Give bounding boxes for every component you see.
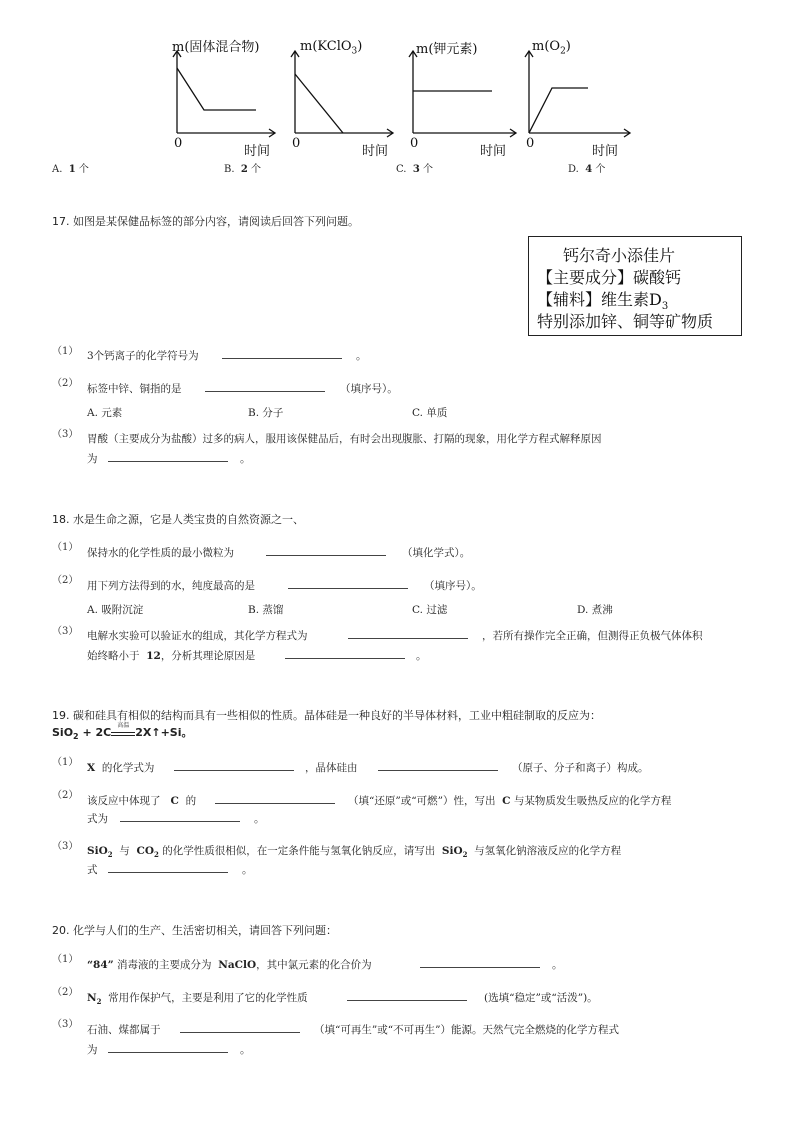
q17-p1-text: 3个钙离子的化学符号为 bbox=[87, 350, 199, 362]
q18-p3-text2: 始终略小于 12，分析其理论原因是 bbox=[87, 650, 256, 662]
q20-p3-end: 。 bbox=[240, 1044, 251, 1056]
q19-p2-text2: 式为 bbox=[87, 813, 108, 825]
q19-p2-mid: （填“还原”或“可燃”）性，写出 C 与某物质发生吸热反应的化学方程 bbox=[348, 795, 672, 807]
q20-p2-text: $N_2$ 常用作保护气，主要是利用了它的化学性质 bbox=[87, 992, 308, 1007]
q18-p1-end: （填化学式）。 bbox=[402, 547, 471, 559]
q18-p1-number: （1） bbox=[52, 542, 79, 553]
q17-p1-end: 。 bbox=[356, 350, 367, 362]
graph-d-ylabel: $m(O_2)$ bbox=[532, 39, 571, 57]
q18-p3-mid: ，若所有操作完全正确，但测得正负极气体体积 bbox=[482, 630, 703, 642]
q19-p2-blank-a[interactable] bbox=[215, 791, 335, 804]
graph-a-origin: 0 bbox=[174, 136, 183, 151]
q19-p2-number: （2） bbox=[52, 790, 79, 801]
q17-p3-number: （3） bbox=[52, 429, 79, 440]
label-line-2: 【主要成分】碳酸钙 bbox=[537, 268, 682, 287]
graph-b-origin: 0 bbox=[292, 136, 301, 151]
q18-p2-option-b: B. 蒸馏 bbox=[248, 604, 284, 616]
q18-p1-text: 保持水的化学性质的最小微粒为 bbox=[87, 547, 234, 559]
q16-option-c: C. 3 个 bbox=[396, 164, 433, 175]
q16-option-a: A. 1 个 bbox=[52, 164, 89, 175]
q18-p2-text: 用下列方法得到的水，纯度最高的是 bbox=[87, 580, 255, 592]
q18-p2-option-c: C. 过滤 bbox=[412, 604, 448, 616]
graph-d-xlabel: 时间 bbox=[592, 144, 619, 159]
q19-p2-end: 。 bbox=[254, 813, 265, 825]
q17-p2-option-a: A. 元素 bbox=[87, 407, 123, 419]
q17-p3-blank[interactable] bbox=[108, 449, 228, 462]
q20-p2-blank[interactable] bbox=[347, 988, 467, 1001]
q16-option-d: D. 4 个 bbox=[568, 164, 606, 175]
q19-p1-blank-a[interactable] bbox=[174, 758, 294, 771]
graph-c-ylabel: m(钾元素) bbox=[416, 42, 478, 57]
q19-p2-blank-b[interactable] bbox=[120, 809, 240, 822]
q20-p1-blank[interactable] bbox=[420, 955, 540, 968]
q20-p2-end: (选填“稳定”或“活泼”)。 bbox=[484, 992, 598, 1004]
q18-stem: 18. 水是生命之源，它是人类宝贵的自然资源之一、 bbox=[52, 513, 304, 526]
q20-p3-blank-a[interactable] bbox=[180, 1020, 300, 1033]
graph-c bbox=[396, 36, 526, 159]
q18-p3-text: 电解水实验可以验证水的组成，其化学方程式为 bbox=[87, 630, 308, 642]
q19-p3-text: SiO$_2$ 与 $CO_2$ 的化学性质很相似，在一定条件能与氢氧化钠反应，请写出 SiO$_2$ 与氢氧化钠溶液反应的化学方程 bbox=[87, 845, 622, 860]
q17-stem: 17. 如图是某保健品标签的部分内容，请阅读后回答下列问题。 bbox=[52, 215, 359, 228]
q20-p3-text: 石油、煤都属于 bbox=[87, 1024, 161, 1036]
graph-b-ylabel: m(KClO$_3$) bbox=[300, 39, 363, 57]
label-line-1: 钙尔奇小添佳片 bbox=[563, 246, 676, 265]
q20-p3-blank-b[interactable] bbox=[108, 1040, 228, 1053]
graph-b-xlabel: 时间 bbox=[362, 144, 389, 159]
q20-p1-number: （1） bbox=[52, 954, 79, 965]
graph-a-xlabel: 时间 bbox=[244, 144, 271, 159]
q19-p1-mid: ，晶体硅由 bbox=[305, 762, 358, 774]
q19-equation: SiO$_2$ + 2C 高温 2X↑+Si。 bbox=[52, 722, 193, 742]
q19-p3-number: （3） bbox=[52, 841, 79, 852]
graph-d-origin: 0 bbox=[526, 136, 535, 151]
q17-p1-number: （1） bbox=[52, 346, 79, 357]
q17-p3-text: 胃酸（主要成分为盐酸）过多的病人，服用该保健品后，有时会出现腹胀、打隔的现象，用化学方程式解释原因 bbox=[87, 433, 602, 445]
q18-p3-blank-a[interactable] bbox=[348, 626, 468, 639]
q17-p3-text2: 为 bbox=[87, 453, 98, 465]
q19-p2-text: 该反应中体现了 C 的 bbox=[87, 795, 197, 807]
q17-p2-option-c: C. 单质 bbox=[412, 407, 448, 419]
graph-a bbox=[160, 36, 280, 159]
q17-p2-end: （填序号）。 bbox=[340, 383, 398, 395]
q20-p1-text: “84” 消毒液的主要成分为 NaClO，其中氯元素的化合价为 bbox=[87, 959, 372, 971]
q19-p3-text2: 式 bbox=[87, 864, 98, 876]
q18-p2-option-a: A. 吸附沉淀 bbox=[87, 604, 144, 616]
q17-p2-option-b: B. 分子 bbox=[248, 407, 284, 419]
graph-c-origin: 0 bbox=[410, 136, 419, 151]
q20-p1-end: 。 bbox=[552, 959, 563, 971]
q17-p2-text: 标签中锌、铜指的是 bbox=[87, 383, 182, 395]
q17-p1-blank[interactable] bbox=[222, 346, 342, 359]
q18-p3-number: （3） bbox=[52, 626, 79, 637]
q20-p3-mid: （填“可再生”或“不可再生”）能源。天然气完全燃烧的化学方程式 bbox=[314, 1024, 619, 1036]
q19-p1-end: （原子、分子和离子）构成。 bbox=[512, 762, 649, 774]
q19-p3-blank[interactable] bbox=[108, 860, 228, 873]
supplement-label-box bbox=[528, 236, 742, 336]
q17-p3-end: 。 bbox=[240, 453, 251, 465]
q17-p2-blank[interactable] bbox=[205, 379, 325, 392]
label-line-3: 【辅料】维生素$D_3$ bbox=[537, 290, 669, 313]
q18-p2-option-d: D. 煮沸 bbox=[577, 604, 613, 616]
q18-p2-blank[interactable] bbox=[288, 576, 408, 589]
q18-p1-blank[interactable] bbox=[266, 543, 386, 556]
q20-p3-text2: 为 bbox=[87, 1044, 98, 1056]
q20-p2-number: （2） bbox=[52, 987, 79, 998]
label-line-4: 特别添加锌、铜等矿物质 bbox=[537, 312, 714, 331]
q19-stem: 19. 碳和硅具有相似的结构而具有一些相似的性质。晶体硅是一种良好的半导体材料，工业中粗硅制取的反应为： bbox=[52, 709, 601, 722]
graph-a-ylabel: m(固体混合物) bbox=[172, 40, 260, 55]
q19-p1-blank-b[interactable] bbox=[378, 758, 498, 771]
q19-p1-text: X 的化学式为 bbox=[87, 762, 155, 774]
q18-p2-number: （2） bbox=[52, 575, 79, 586]
graph-c-xlabel: 时间 bbox=[480, 144, 507, 159]
q18-p3-end: 。 bbox=[416, 650, 427, 662]
q17-p2-number: （2） bbox=[52, 378, 79, 389]
q16-option-b: B. 2 个 bbox=[224, 164, 262, 175]
q19-p3-end: 。 bbox=[242, 864, 253, 876]
q20-stem: 20. 化学与人们的生产、生活密切相关，请回答下列问题： bbox=[52, 924, 337, 937]
q18-p3-blank-b[interactable] bbox=[285, 646, 405, 659]
graph-b bbox=[278, 36, 398, 159]
q19-p1-number: （1） bbox=[52, 757, 79, 768]
graph-d bbox=[512, 36, 642, 159]
q20-p3-number: （3） bbox=[52, 1019, 79, 1030]
q18-p2-end: （填序号）。 bbox=[424, 580, 482, 592]
